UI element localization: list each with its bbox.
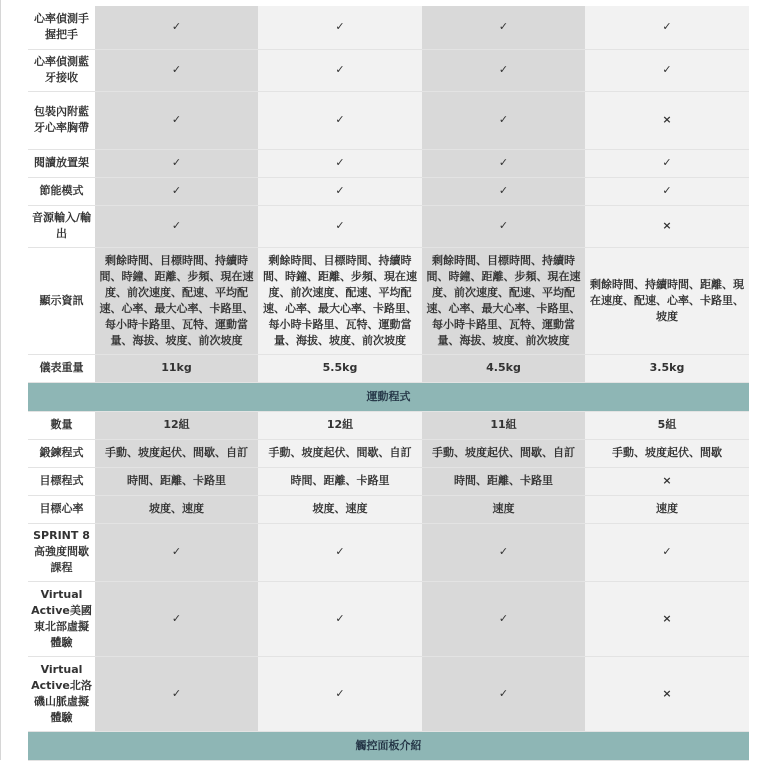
left-border (0, 0, 1, 760)
check-icon: ✓ (258, 91, 422, 149)
check-icon: ✓ (258, 205, 422, 247)
check-icon: ✓ (422, 6, 585, 49)
weight-value: 4.5kg (422, 354, 585, 382)
table-row (28, 177, 749, 205)
check-icon: ✓ (585, 149, 749, 177)
cross-icon: × (585, 91, 749, 149)
section-header-row (28, 731, 749, 760)
row-label: 節能模式 (28, 177, 95, 205)
check-icon: ✓ (95, 149, 258, 177)
table-cell: 手動、坡度起伏、間歇、自訂 (95, 439, 258, 467)
check-icon: ✓ (95, 523, 258, 581)
table-cell: 速度 (585, 495, 749, 523)
table-row (28, 247, 749, 354)
check-icon: ✓ (585, 49, 749, 91)
table-cell: 坡度、速度 (258, 495, 422, 523)
section-header-touch-panel: 觸控面板介紹 (28, 731, 749, 760)
table-row (28, 439, 749, 467)
table-cell: 11組 (422, 411, 585, 439)
table-row (28, 495, 749, 523)
row-label: 心率偵測手握把手 (28, 6, 95, 49)
weight-value: 5.5kg (258, 354, 422, 382)
check-icon: ✓ (422, 49, 585, 91)
table-cell: 5組 (585, 411, 749, 439)
table-cell: 12組 (258, 411, 422, 439)
check-icon: ✓ (258, 656, 422, 731)
check-icon: ✓ (95, 656, 258, 731)
weight-value: 3.5kg (585, 354, 749, 382)
cross-icon: × (585, 467, 749, 495)
check-icon: ✓ (422, 523, 585, 581)
check-icon: ✓ (422, 205, 585, 247)
check-icon: ✓ (258, 149, 422, 177)
row-label: 目標心率 (28, 495, 95, 523)
row-label: 顯示資訊 (28, 247, 95, 354)
table-row (28, 205, 749, 247)
table-row (28, 523, 749, 581)
row-label: SPRINT 8高強度間歇課程 (28, 523, 95, 581)
row-label: 音源輸入/輸出 (28, 205, 95, 247)
cross-icon: × (585, 581, 749, 656)
check-icon: ✓ (258, 581, 422, 656)
table-row (28, 581, 749, 656)
check-icon: ✓ (95, 6, 258, 49)
check-icon: ✓ (258, 6, 422, 49)
check-icon: ✓ (258, 523, 422, 581)
table-cell: 時間、距離、卡路里 (258, 467, 422, 495)
check-icon: ✓ (422, 91, 585, 149)
table-cell: 時間、距離、卡路里 (422, 467, 585, 495)
table-row (28, 411, 749, 439)
cross-icon: × (585, 656, 749, 731)
row-label: 目標程式 (28, 467, 95, 495)
check-icon: ✓ (258, 49, 422, 91)
table-row (28, 49, 749, 91)
spec-comparison-table (28, 6, 749, 761)
table-cell: 坡度、速度 (95, 495, 258, 523)
display-info-text: 剩餘時間、持續時間、距離、現在速度、配速、心率、卡路里、坡度 (585, 247, 749, 354)
row-label: 數量 (28, 411, 95, 439)
check-icon: ✓ (95, 581, 258, 656)
section-header-row (28, 382, 749, 411)
row-label: Virtual Active北洛磯山脈虛擬體驗 (28, 656, 95, 731)
table-cell: 時間、距離、卡路里 (95, 467, 258, 495)
table-row (28, 656, 749, 731)
row-label: 包裝內附藍牙心率胸帶 (28, 91, 95, 149)
check-icon: ✓ (95, 177, 258, 205)
check-icon: ✓ (422, 177, 585, 205)
check-icon: ✓ (95, 49, 258, 91)
weight-value: 11kg (95, 354, 258, 382)
check-icon: ✓ (422, 656, 585, 731)
check-icon: ✓ (422, 581, 585, 656)
cross-icon: × (585, 205, 749, 247)
table-cell: 12組 (95, 411, 258, 439)
section-header-programs: 運動程式 (28, 382, 749, 411)
display-info-text: 剩餘時間、目標時間、持續時間、時鐘、距離、步頻、現在速度、前次速度、配速、平均配速、心率、最大心率、卡路里、每小時卡路里、瓦特、運動當量、海拔、坡度、前次坡度 (95, 247, 258, 354)
table-row (28, 467, 749, 495)
row-label: 心率偵測藍牙接收 (28, 49, 95, 91)
row-label: Virtual Active美國東北部虛擬體驗 (28, 581, 95, 656)
table-cell: 手動、坡度起伏、間歇、自訂 (258, 439, 422, 467)
check-icon: ✓ (95, 91, 258, 149)
check-icon: ✓ (585, 6, 749, 49)
row-label: 儀表重量 (28, 354, 95, 382)
check-icon: ✓ (585, 523, 749, 581)
display-info-text: 剩餘時間、目標時間、持續時間、時鐘、距離、步頻、現在速度、前次速度、配速、平均配速、心率、最大心率、卡路里、每小時卡路里、瓦特、運動當量、海拔、坡度、前次坡度 (258, 247, 422, 354)
table-cell: 速度 (422, 495, 585, 523)
row-label: 閱讀放置架 (28, 149, 95, 177)
table-cell: 手動、坡度起伏、間歇 (585, 439, 749, 467)
table-row (28, 149, 749, 177)
table-row (28, 91, 749, 149)
check-icon: ✓ (95, 205, 258, 247)
check-icon: ✓ (258, 177, 422, 205)
row-label: 鍛鍊程式 (28, 439, 95, 467)
table-cell: 手動、坡度起伏、間歇、自訂 (422, 439, 585, 467)
table-row (28, 354, 749, 382)
display-info-text: 剩餘時間、目標時間、持續時間、時鐘、距離、步頻、現在速度、前次速度、配速、平均配速、心率、最大心率、卡路里、每小時卡路里、瓦特、運動當量、海拔、坡度、前次坡度 (422, 247, 585, 354)
check-icon: ✓ (585, 177, 749, 205)
check-icon: ✓ (422, 149, 585, 177)
table-row (28, 6, 749, 49)
